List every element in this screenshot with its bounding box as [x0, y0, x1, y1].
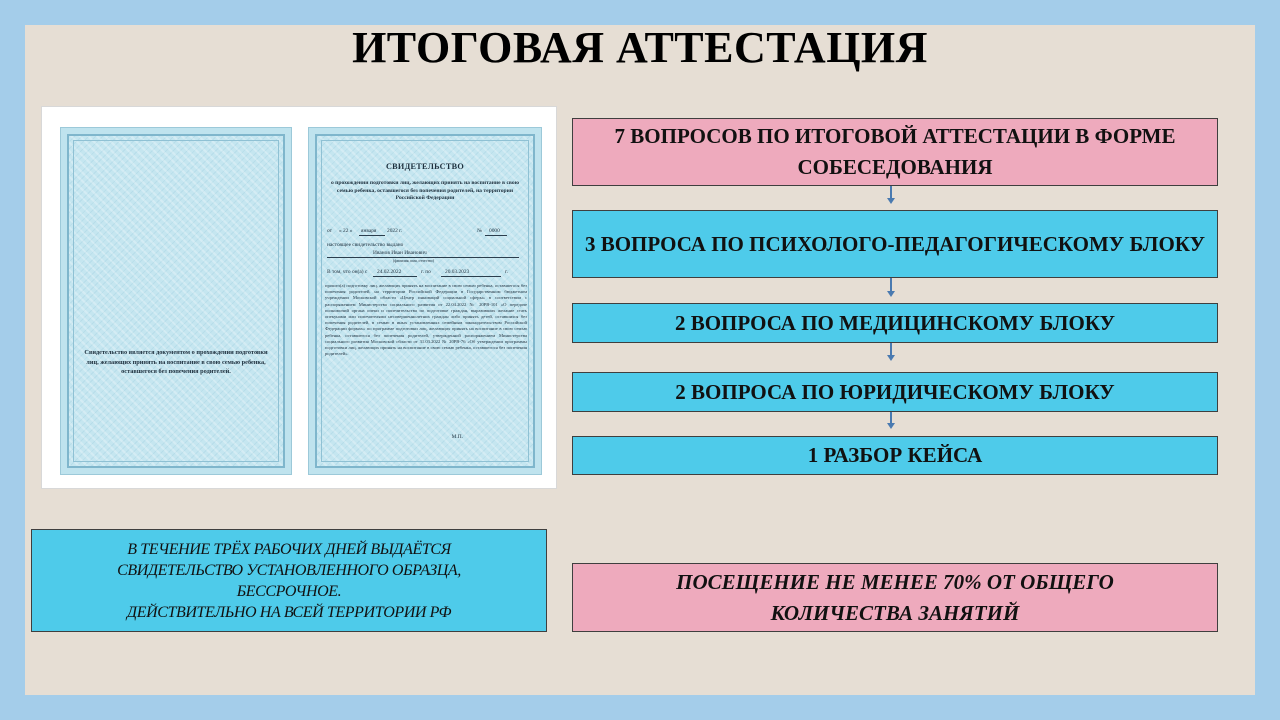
certificate-left-text: Свидетельство является документом о прохождении подготовки лиц, желающих принять на воспитание в свою семью ребенка, оставшегося без попечения родителей. — [84, 349, 268, 375]
psychology-block-box: 3 ВОПРОСА ПО ПСИХОЛОГО-ПЕДАГОГИЧЕСКОМУ БЛОКУ — [572, 210, 1218, 278]
certificate-image — [41, 106, 557, 489]
certificate-stamp: М.П. — [451, 434, 463, 440]
note-line-4: ДЕЙСТВИТЕЛЬНО НА ВСЕЙ ТЕРРИТОРИИ РФ — [126, 603, 452, 621]
certificate-name: Иванов Иван Иванович — [373, 250, 427, 256]
arrow-down-icon — [890, 343, 892, 357]
certificate-date-prefix: от — [327, 228, 332, 234]
underline — [485, 235, 507, 236]
certificate-body: прошел(а) подготовку лиц, желающих принять на воспитание в свою семью ребенка, оставшегося без попечения родителей, на территории Российской Федерации в Государственном бюджетном учреждении Московской области «Центр инноваций социальной сферы» в соответствии с распоряжением Министерства социального развития от 22.04.2022 № 20РВ-101 «О передаче полномочий органа опеки и попечительства по подготовке граждан, выразивших желание стать опекунами или попечителями несовершеннолетних граждан либо принять детей, оставшихся без попечения родителей, в семью в иных установленных семейным законодательством Российской Федерации формах» по программе подготовки лиц, желающих принять на воспитание в свою семью ребенка, оставшегося без попечения родителей, утвержденной распоряжением Министерства социального развития Московской области от 31.03.2022 № 20РВ-76 «Об утверждении программы подготовки лиц, желающих принять на воспитание в свою семью ребенка, оставшегося без попечения родителей». — [325, 283, 527, 357]
underline — [441, 276, 501, 277]
legal-block-box: 2 ВОПРОСА ПО ЮРИДИЧЕСКОМУ БЛОКУ — [572, 372, 1218, 412]
certificate-period-prefix: В том, что он(а) с — [327, 269, 368, 275]
arrow-down-icon — [890, 186, 892, 200]
page-title: ИТОГОВАЯ АТТЕСТАЦИЯ — [352, 23, 928, 72]
certificate-date-to: 20.03.2023 — [445, 269, 470, 275]
certificate-number-label: № — [477, 228, 483, 234]
underline — [327, 257, 519, 258]
attendance-requirement-box: ПОСЕЩЕНИЕ НЕ МЕНЕЕ 70% ОТ ОБЩЕГО КОЛИЧЕСТВА ЗАНЯТИЙ — [572, 563, 1218, 632]
arrow-down-icon — [890, 412, 892, 425]
certificate-date-from: 24.02.2022 — [377, 269, 402, 275]
certificate-number: 0000 — [489, 228, 500, 234]
certificate-left-page — [60, 127, 292, 475]
medical-block-box: 2 ВОПРОСА ПО МЕДИЦИНСКОМУ БЛОКУ — [572, 303, 1218, 343]
certificate-period-suffix: г. — [505, 269, 508, 275]
underline — [359, 235, 385, 236]
certificate-day: « 22 » — [339, 228, 353, 234]
note-line-1: В ТЕЧЕНИЕ ТРЁХ РАБОЧИХ ДНЕЙ ВЫДАЁТСЯ — [127, 540, 451, 558]
certificate-issue-note — [31, 529, 547, 632]
note-line-3: БЕССРОЧНОЕ. — [236, 582, 342, 600]
certificate-month: января — [361, 228, 377, 234]
certificate-period-mid: г. по — [421, 269, 431, 275]
certificate-name-hint: (фамилия, имя, отчество) — [393, 259, 434, 263]
certificate-year: 2022 г. — [387, 228, 403, 234]
certificate-subtitle: о прохождении подготовки лиц, желающих принять на воспитание в свою семью ребенка, оставшегося без попечения родителей, на территории Российской Федерации — [330, 180, 519, 201]
arrow-down-icon — [890, 278, 892, 293]
certificate-heading: СВИДЕТЕЛЬСТВО — [385, 162, 465, 171]
case-study-box: 1 РАЗБОР КЕЙСА — [572, 436, 1218, 475]
final-exam-questions-box: 7 ВОПРОСОВ ПО ИТОГОВОЙ АТТЕСТАЦИИ В ФОРМЕ СОБЕСЕДОВАНИЯ — [572, 118, 1218, 186]
note-line-2: СВИДЕТЕЛЬСТВО УСТАНОВЛЕННОГО ОБРАЗЦА, — [117, 561, 461, 579]
certificate-right-page — [308, 127, 542, 475]
certificate-issued-label: настоящее свидетельство выдано — [327, 242, 404, 248]
underline — [373, 276, 417, 277]
